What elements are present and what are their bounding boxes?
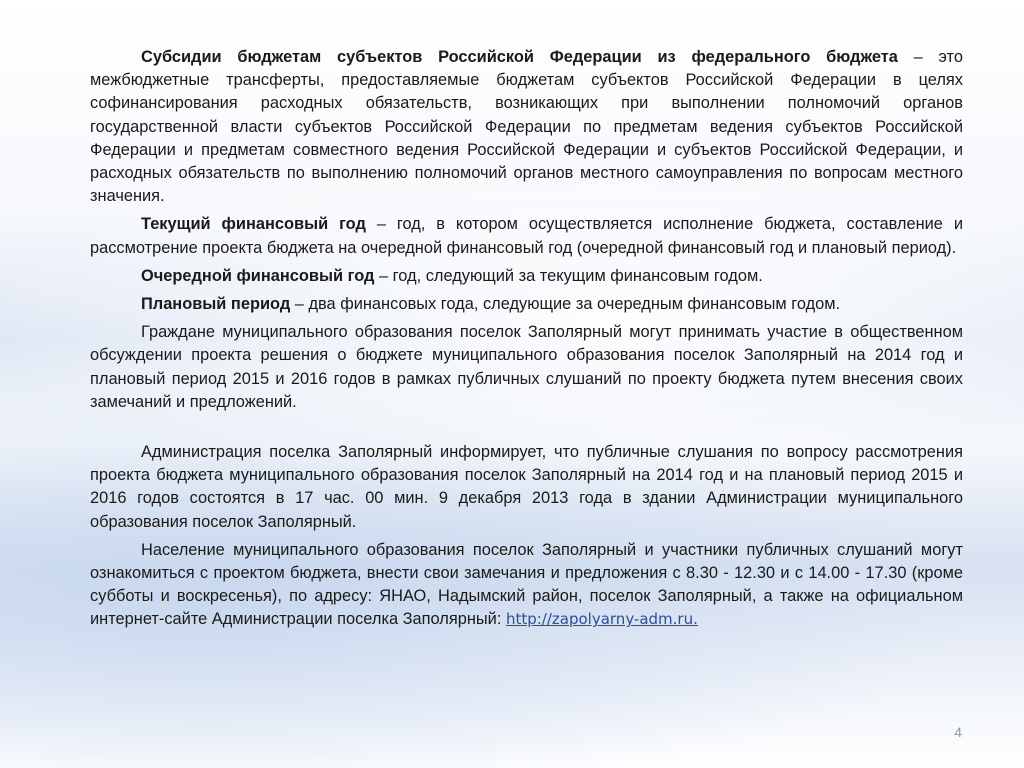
population-text: Население муниципального образования поселок Заполярный и участники публичных слушаний могут ознакомиться с проектом бюджета, внести свои замечания и предложения с 8.30 - 12.30 и с 14.00 - 17.30 (кроме субботы и воскресенья), по адресу: ЯНАО, Надымский район, поселок Заполярный, а также на официальном интернет-сайте Администрации поселка Заполярный: xyxy=(90,540,963,629)
definition-planning-period: – два финансовых года, следующие за очередным финансовым годом. xyxy=(290,295,841,314)
paragraph-population xyxy=(90,539,963,632)
term-planning-period: Плановый период xyxy=(141,295,291,314)
page-number: 4 xyxy=(954,724,962,740)
term-current-year: Текущий финансовый год xyxy=(141,215,366,234)
term-subsidies: Субсидии бюджетам субъектов Российской Федерации из федерального бюджета xyxy=(141,48,898,66)
definition-current-year: – год, в котором осуществляется исполнение бюджета, составление и рассмотрение проекта бюджета на очередной финансовый год (очередной финансовый год и плановый период). xyxy=(90,215,963,257)
definition-subsidies: – это межбюджетные трансферты, предоставляемые бюджетам субъектов Российской Федерации в целях софинансирования расходных обязательств, возникающих при выполнении полномочий органов государственной власти субъектов Российской Федерации по предметам ведения субъектов Российской Федерации и предметам совместного ведения Российской Федерации и субъектов Российской Федерации, и расходных обязательств по выполнению полномочий органов местного самоуправления по вопросам местного значения. xyxy=(90,48,963,206)
paragraph-planning-period xyxy=(90,293,963,316)
paragraph-administration: Администрация поселка Заполярный информирует, что публичные слушания по вопросу рассмотрения проекта бюджета муниципального образования поселок Заполярный на 2014 год и на плановый период 2015 и 2016 годов состоятся в 17 час. 00 мин. 9 декабря 2013 года в здании Администрации муниципального образования поселок Заполярный. xyxy=(90,443,963,531)
definition-next-year: – год, следующий за текущим финансовым годом. xyxy=(374,266,763,285)
paragraph-next-year xyxy=(90,265,963,288)
slide-content xyxy=(90,46,963,632)
paragraph-citizens: Граждане муниципального образования поселок Заполярный могут принимать участие в общественном обсуждении проекта решения о бюджете муниципального образования поселок Заполярный на 2014 год и плановый период 2015 и 2016 годов в рамках публичных слушаний по проекту бюджета путем внесения своих замечаний и предложений. xyxy=(90,323,963,411)
paragraph-current-year xyxy=(90,213,963,259)
website-link[interactable]: http://zapolyarny-adm.ru. xyxy=(505,610,698,629)
term-next-year: Очередной финансовый год xyxy=(141,266,375,285)
paragraph-subsidies xyxy=(90,46,963,208)
